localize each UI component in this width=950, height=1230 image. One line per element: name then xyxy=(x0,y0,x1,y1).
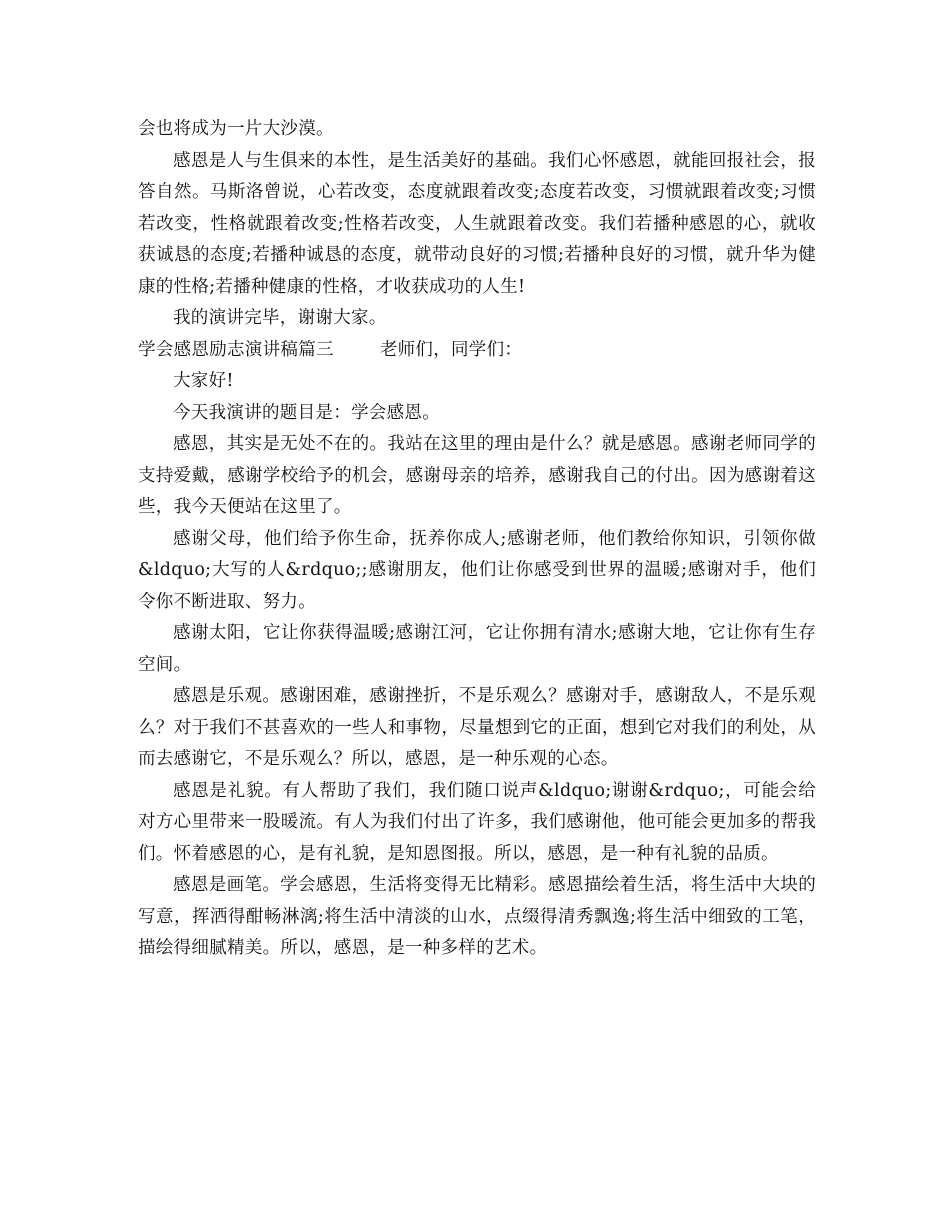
paragraph: 大家好! xyxy=(173,371,234,391)
document-body xyxy=(138,114,816,965)
paragraph: 感恩是礼貌。有人帮助了我们，我们随口说声&ldquo;谢谢&rdquo;，可能会给对方心里带来一股暖流。有人为我们付出了许多，我们感谢他，他可能会更加多的帮我们。怀着感恩的心，是有礼貌，是知恩图报。所以，感恩，是一种有礼貌的品质。 xyxy=(138,780,816,864)
paragraph: 感恩是人与生俱来的本性，是生活美好的基础。我们心怀感恩，就能回报社会，报答自然。马斯洛曾说，心若改变，态度就跟着改变;态度若改变，习惯就跟着改变;习惯若改变，性格就跟着改变;性格若改变，人生就跟着改变。我们若播种感恩的心，就收获诚恳的态度;若播种诚恳的态度，就带动良好的习惯;若播种良好的习惯，就升华为健康的性格;若播种健康的性格，才收获成功的人生! xyxy=(138,150,816,297)
section-heading-line xyxy=(138,335,816,367)
section-greeting: 老师们，同学们： xyxy=(379,339,523,360)
paragraph: 感恩，其实是无处不在的。我站在这里的理由是什么？就是感恩。感谢老师同学的支持爱戴，感谢学校给予的机会，感谢母亲的培养，感谢我自己的付出。因为感谢着这些，我今天便站在这里了。 xyxy=(138,434,816,517)
paragraph: 今天我演讲的题目是：学会感恩。 xyxy=(173,402,440,423)
paragraph: 会也将成为一片大沙漠。 xyxy=(138,119,334,139)
paragraph: 我的演讲完毕，谢谢大家。 xyxy=(173,308,387,328)
paragraph: 感谢太阳，它让你获得温暖;感谢江河，它让你拥有清水;感谢大地，它让你有生存空间。 xyxy=(138,623,816,675)
section-title: 学会感恩励志演讲稿篇三 xyxy=(138,339,334,360)
paragraph: 感恩是画笔。学会感恩，生活将变得无比精彩。感恩描绘着生活，将生活中大块的写意，挥洒得酣畅淋漓;将生活中清淡的山水，点缀得清秀飘逸;将生活中细致的工笔，描绘得细腻精美。所以，感恩，是一种多样的艺术。 xyxy=(138,875,816,958)
paragraph: 感谢父母，他们给予你生命，抚养你成人;感谢老师，他们教给你知识，引领你做&ldquo;大写的人&rdquo;;感谢朋友，他们让你感受到世界的温暖;感谢对手，他们令你不断进取、努力。 xyxy=(138,528,816,612)
paragraph: 感恩是乐观。感谢困难，感谢挫折，不是乐观么？感谢对手，感谢敌人，不是乐观么？对于我们不甚喜欢的一些人和事物，尽量想到它的正面，想到它对我们的利处，从而去感谢它，不是乐观么？所以，感恩，是一种乐观的心态。 xyxy=(138,686,816,769)
